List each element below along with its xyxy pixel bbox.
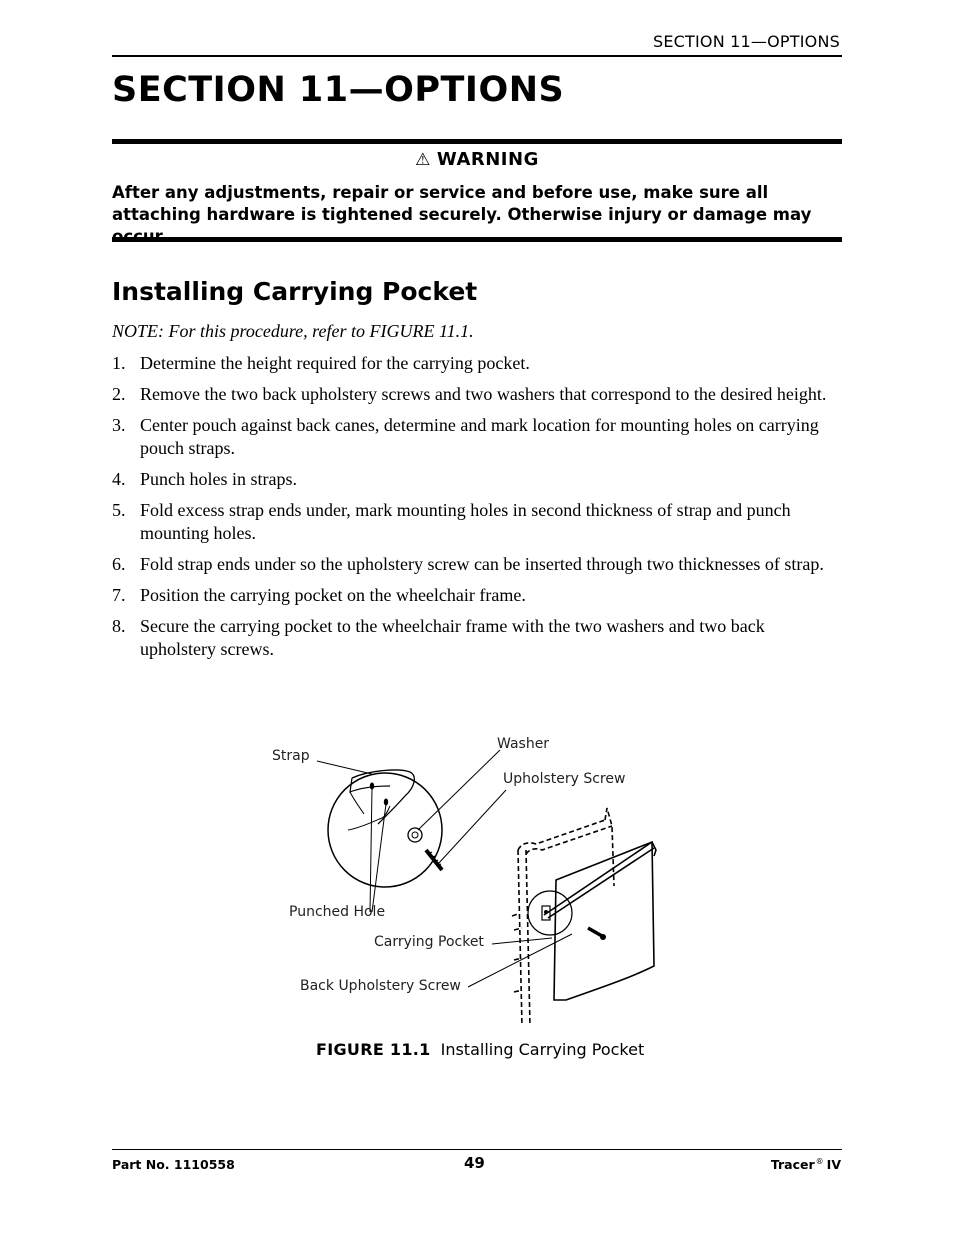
label-punched-hole: Punched Hole [289,904,386,920]
footer-part-number: Part No. 1110558 [112,1157,235,1172]
running-header: SECTION 11—OPTIONS [653,32,840,51]
leader-washer [418,750,500,830]
figure-illustration [260,730,680,1030]
footer-rule [112,1149,842,1150]
step-number: 7. [112,585,126,605]
warning-top-rule [112,139,842,144]
step-number: 5. [112,500,126,520]
figure-caption [316,1040,644,1059]
figure-number: FIGURE 11.1 [316,1040,431,1059]
step-text: Remove the two back upholstery screws and two washers that correspond to the desired height. [140,384,827,404]
product-name: Tracer [770,1157,815,1173]
step-text: Secure the carrying pocket to the wheelchair frame with the two washers and two back upholstery screws. [140,616,765,659]
procedure-steps [112,352,842,661]
list-item [112,553,842,576]
leader-strap [317,761,372,774]
step-text: Determine the height required for the carrying pocket. [140,353,530,373]
list-item [112,615,842,661]
section-title: SECTION 11—OPTIONS [112,70,565,110]
step-number: 8. [112,616,126,636]
header-rule [112,55,842,57]
label-upholstery-screw: Upholstery Screw [503,771,626,787]
label-strap: Strap [272,748,310,764]
footer-product-name [771,1157,841,1172]
list-item [112,383,842,406]
list-item [112,499,842,545]
warning-heading-label: WARNING [436,149,539,170]
step-text: Fold strap ends under so the upholstery screw can be inserted through two thicknesses of strap. [140,554,824,574]
warning-bottom-rule [112,237,842,242]
list-item [112,352,842,375]
list-item [112,584,842,607]
label-washer: Washer [497,736,550,752]
warning-body: After any adjustments, repair or service and before use, make sure all attaching hardware is tightened securely. Otherwise injury or damage may [112,183,812,224]
step-text: Center pouch against back canes, determine and mark location for mounting holes on carrying pouch straps. [140,415,819,458]
step-number: 3. [112,415,126,435]
step-number: 1. [112,353,126,373]
step-number: 6. [112,554,126,574]
procedure-note: NOTE: For this procedure, refer to FIGURE 11.1. [112,321,474,341]
detail-circle [328,773,442,887]
warning-heading [112,149,842,170]
list-item [112,468,842,491]
label-carrying-pocket: Carrying Pocket [374,934,484,950]
step-text: Position the carrying pocket on the wheelchair frame. [140,585,526,605]
step-number: 4. [112,469,126,489]
washer-shape [408,828,422,842]
step-text: Fold excess strap ends under, mark mounting holes in second thickness of strap and punch mounting holes. [140,500,791,543]
step-number: 2. [112,384,126,404]
leader-carrying-pocket [492,938,552,944]
leader-punched-hole-b [372,804,386,912]
leader-punched-hole-a [370,788,372,912]
back-upholstery-screw-shape [588,928,602,936]
figure-caption-text: Installing Carrying Pocket [440,1040,645,1059]
registered-mark: ® [815,1157,824,1166]
product-model: IV [826,1157,841,1173]
carrying-pocket-shape [544,842,656,1000]
label-back-upholstery-screw: Back Upholstery Screw [300,978,461,994]
list-item [112,414,842,460]
page-number: 49 [464,1154,485,1172]
warning-triangle-icon: ⚠ [415,150,431,170]
subsection-title: Installing Carrying Pocket [112,277,478,306]
step-text: Punch holes in straps. [140,469,297,489]
wheelchair-frame [512,808,614,1026]
